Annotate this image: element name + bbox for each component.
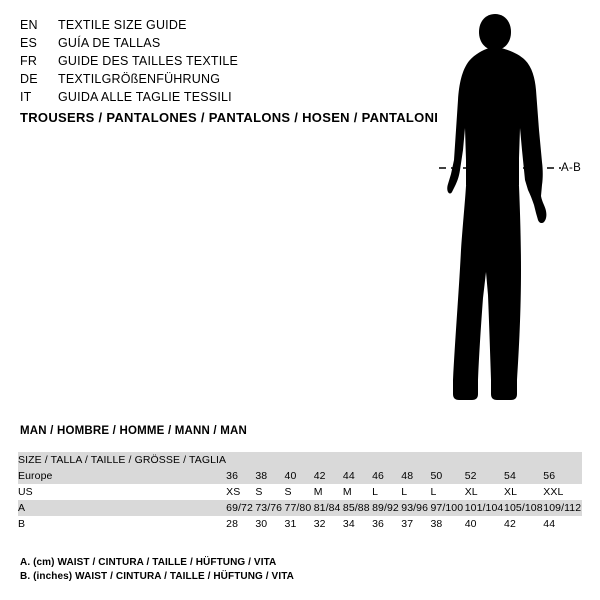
language-row-en [20, 16, 400, 34]
row-label-europe: Europe [18, 468, 226, 484]
language-text-de: TEXTILGRÖßENFÜHRUNG [58, 72, 221, 86]
cell-us-6: L [401, 484, 430, 500]
cell-europe-3: 42 [314, 468, 343, 484]
cell-europe-6: 48 [401, 468, 430, 484]
cell-us-10: XXL [543, 484, 582, 500]
table-row [18, 452, 582, 468]
language-row-es [20, 34, 400, 52]
language-code-fr: FR [20, 54, 38, 68]
cell-b-0: 28 [226, 516, 255, 532]
cell-us-0: XS [226, 484, 255, 500]
cell-europe-4: 44 [343, 468, 372, 484]
cell-europe-1: 38 [255, 468, 284, 484]
language-code-de: DE [20, 72, 38, 86]
language-row-de [20, 70, 400, 88]
language-code-es: ES [20, 36, 38, 50]
cell-b-9: 42 [504, 516, 543, 532]
cell-a-1: 73/76 [255, 500, 284, 516]
cell-a-3: 81/84 [314, 500, 343, 516]
cell-us-2: S [285, 484, 314, 500]
cell-us-3: M [314, 484, 343, 500]
cell-europe-2: 40 [285, 468, 314, 484]
row-label-b: B [18, 516, 226, 532]
table-section-title: MAN / HOMBRE / HOMME / MANN / MAN [20, 425, 248, 437]
cell-europe-9: 54 [504, 468, 543, 484]
row-label-us: US [18, 484, 226, 500]
language-text-es: GUÍA DE TALLAS [58, 36, 161, 50]
measure-label-ab: A-B [561, 162, 582, 174]
table-row [18, 500, 582, 516]
cell-b-8: 40 [465, 516, 504, 532]
garment-type-title: TROUSERS / PANTALONES / PANTALONS / HOSEN / PANTALONI [20, 110, 439, 125]
cell-b-3: 32 [314, 516, 343, 532]
cell-a-5: 89/92 [372, 500, 401, 516]
footnote-a: A. (cm) WAIST / CINTURA / TAILLE / HÜFTUNG / VITA [20, 557, 277, 568]
cell-us-7: L [430, 484, 464, 500]
table-header-size-label: SIZE / TALLA / TAILLE / GRÖSSE / TAGLIA [18, 454, 227, 466]
cell-a-7: 97/100 [430, 502, 464, 514]
cell-europe-0: 36 [226, 468, 255, 484]
cell-us-8: XL [465, 484, 504, 500]
cell-b-2: 31 [285, 516, 314, 532]
cell-a-6: 93/96 [401, 500, 430, 516]
figure-container [415, 10, 600, 410]
language-text-en: TEXTILE SIZE GUIDE [58, 18, 187, 32]
cell-a-0: 69/72 [226, 500, 255, 516]
language-text-it: GUIDA ALLE TAGLIE TESSILI [58, 90, 232, 104]
size-table [18, 452, 582, 532]
language-code-en: EN [20, 18, 38, 32]
cell-europe-5: 46 [372, 468, 401, 484]
cell-a-8: 101/104 [464, 502, 504, 514]
cell-europe-8: 52 [465, 468, 504, 484]
cell-europe-10: 56 [543, 468, 582, 484]
cell-us-4: M [343, 484, 372, 500]
cell-us-1: S [255, 484, 284, 500]
table-row [18, 468, 582, 484]
cell-b-5: 36 [372, 516, 401, 532]
language-header-block [20, 16, 400, 106]
male-figure-silhouette-icon [415, 10, 600, 410]
language-row-fr [20, 52, 400, 70]
cell-b-10: 44 [543, 516, 582, 532]
footnotes [20, 556, 294, 584]
cell-us-5: L [372, 484, 401, 500]
table-row [18, 484, 582, 500]
cell-a-9: 105/108 [504, 502, 543, 514]
table-row [18, 516, 582, 532]
cell-b-6: 37 [401, 516, 430, 532]
language-text-fr: GUIDE DES TAILLES TEXTILE [58, 54, 239, 68]
cell-europe-7: 50 [430, 468, 464, 484]
cell-b-7: 38 [430, 516, 464, 532]
cell-a-4: 85/88 [343, 500, 372, 516]
language-code-it: IT [20, 90, 32, 104]
footnote-b: B. (inches) WAIST / CINTURA / TAILLE / HÜFTUNG / VITA [20, 571, 294, 582]
row-label-a: A [18, 500, 226, 516]
cell-b-4: 34 [343, 516, 372, 532]
cell-us-9: XL [504, 484, 543, 500]
cell-a-10: 109/112 [543, 502, 582, 514]
language-row-it [20, 88, 400, 106]
cell-b-1: 30 [255, 516, 284, 532]
cell-a-2: 77/80 [285, 500, 314, 516]
